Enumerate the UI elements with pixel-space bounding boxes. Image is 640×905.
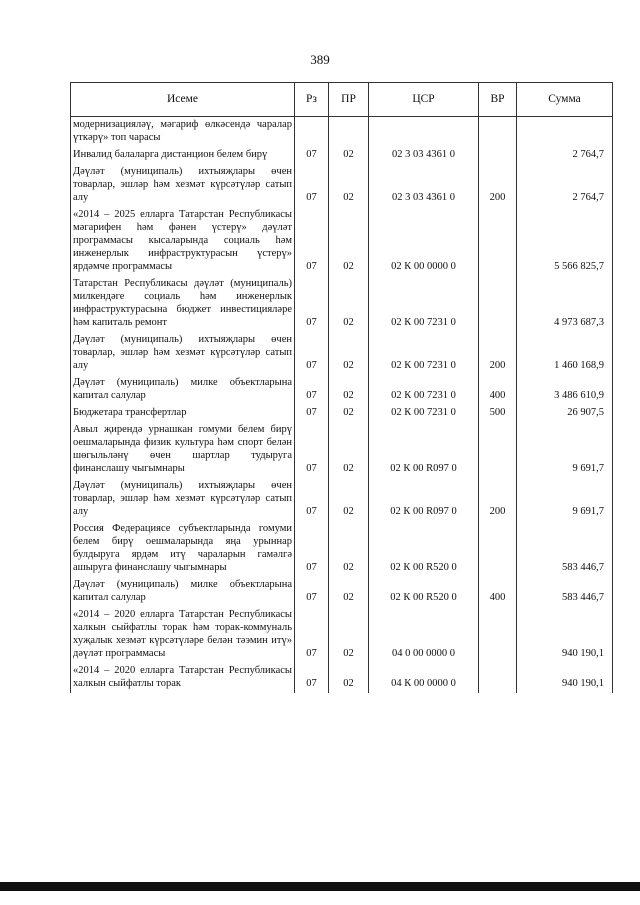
row-csr: 04 К 00 0000 0 <box>369 663 479 693</box>
row-vr <box>479 276 517 332</box>
budget-table <box>70 82 613 693</box>
row-vr <box>479 207 517 276</box>
row-vr <box>479 117 517 148</box>
row-csr: 02 К 00 R520 0 <box>369 577 479 607</box>
row-sum: 26 907,5 <box>517 405 613 422</box>
row-rz: 07 <box>295 405 329 422</box>
row-sum: 2 764,7 <box>517 164 613 207</box>
row-vr <box>479 663 517 693</box>
row-csr: 04 0 00 0000 0 <box>369 607 479 663</box>
row-rz <box>295 117 329 148</box>
row-pr: 02 <box>329 577 369 607</box>
row-vr: 400 <box>479 375 517 405</box>
row-csr: 02 3 03 4361 0 <box>369 164 479 207</box>
row-rz: 07 <box>295 521 329 577</box>
table-row <box>71 607 613 663</box>
row-name: Дәүләт (муниципаль) ихтыяҗлары өчен товарлар, эшләр һәм хезмәт күрсәтүләр сатып алу <box>71 332 295 375</box>
row-vr <box>479 521 517 577</box>
row-csr: 02 К 00 7231 0 <box>369 375 479 405</box>
row-csr: 02 К 00 0000 0 <box>369 207 479 276</box>
row-vr <box>479 607 517 663</box>
row-name: Дәүләт (муниципаль) ихтыяҗлары өчен товарлар, эшләр һәм хезмәт күрсәтүләр сатып алу <box>71 164 295 207</box>
row-vr: 400 <box>479 577 517 607</box>
row-csr <box>369 117 479 148</box>
table-row <box>71 276 613 332</box>
row-csr: 02 К 00 R097 0 <box>369 478 479 521</box>
row-name: Авыл җирендә урнашкан гомуми белем бирү оешмаларында физик культура һәм спорт белән шөгыльләнү өчен шартлар тудыруга финанслашу чыгымнары <box>71 422 295 478</box>
row-pr: 02 <box>329 276 369 332</box>
table-row <box>71 117 613 148</box>
row-rz: 07 <box>295 276 329 332</box>
table-row <box>71 663 613 693</box>
row-name: «2014 – 2020 елларга Татарстан Республикасы халкын сыйфатлы торак <box>71 663 295 693</box>
row-pr: 02 <box>329 207 369 276</box>
row-pr: 02 <box>329 663 369 693</box>
header-pr: ПР <box>329 83 369 117</box>
table-row <box>71 405 613 422</box>
row-pr: 02 <box>329 375 369 405</box>
row-rz: 07 <box>295 663 329 693</box>
row-name: Дәүләт (муниципаль) милке объектларына капитал салулар <box>71 577 295 607</box>
row-pr <box>329 117 369 148</box>
header-name: Исеме <box>71 83 295 117</box>
page-number: 389 <box>310 52 330 67</box>
row-pr: 02 <box>329 405 369 422</box>
row-pr: 02 <box>329 607 369 663</box>
table-row <box>71 375 613 405</box>
row-sum: 1 460 168,9 <box>517 332 613 375</box>
table-row <box>71 577 613 607</box>
row-name: Инвалид балаларга дистанцион белем бирү <box>71 147 295 164</box>
row-csr: 02 К 00 R520 0 <box>369 521 479 577</box>
row-sum: 4 973 687,3 <box>517 276 613 332</box>
row-rz: 07 <box>295 207 329 276</box>
table-header-row <box>71 83 613 117</box>
row-pr: 02 <box>329 147 369 164</box>
table-row <box>71 207 613 276</box>
table-row <box>71 147 613 164</box>
row-name: Дәүләт (муниципаль) ихтыяҗлары өчен товарлар, эшләр һәм хезмәт күрсәтүләр сатып алу <box>71 478 295 521</box>
row-rz: 07 <box>295 607 329 663</box>
row-vr: 200 <box>479 478 517 521</box>
row-name: Россия Федерациясе субъектларында гомуми белем бирү оешмаларында яңа урыннар булдыруга ярдәм итү чараларын гамәлгә ашыруга финанслашу чыгымнары <box>71 521 295 577</box>
table-row <box>71 332 613 375</box>
row-rz: 07 <box>295 147 329 164</box>
row-sum: 3 486 610,9 <box>517 375 613 405</box>
row-pr: 02 <box>329 164 369 207</box>
row-pr: 02 <box>329 422 369 478</box>
row-pr: 02 <box>329 332 369 375</box>
row-vr: 200 <box>479 164 517 207</box>
row-vr: 200 <box>479 332 517 375</box>
row-csr: 02 К 00 7231 0 <box>369 332 479 375</box>
row-name: Бюджетара трансфертлар <box>71 405 295 422</box>
row-pr: 02 <box>329 521 369 577</box>
row-rz: 07 <box>295 332 329 375</box>
row-sum: 9 691,7 <box>517 478 613 521</box>
row-sum: 940 190,1 <box>517 663 613 693</box>
header-vr: ВР <box>479 83 517 117</box>
row-csr: 02 К 00 R097 0 <box>369 422 479 478</box>
row-csr: 02 3 03 4361 0 <box>369 147 479 164</box>
row-rz: 07 <box>295 478 329 521</box>
header-csr: ЦСР <box>369 83 479 117</box>
row-name: модернизацияләү, мәгариф өлкәсендә чаралар үткәрү» топ чарасы <box>71 117 295 148</box>
row-name: «2014 – 2020 елларга Татарстан Республикасы халкын сыйфатлы торак һәм торак-коммуналь хуҗалык хезмәт күрсәтүләре белән тәэмин итү» дәүләт программасы <box>71 607 295 663</box>
row-name: Дәүләт (муниципаль) милке объектларына капитал салулар <box>71 375 295 405</box>
row-name: «2014 – 2025 елларга Татарстан Республикасы мәгарифен һәм фәнен үстерү» дәүләт программасы кысаларында социаль һәм инженерлык инфраструктурасын үстерү» ярдәмче программасы <box>71 207 295 276</box>
row-pr: 02 <box>329 478 369 521</box>
row-sum: 583 446,7 <box>517 521 613 577</box>
row-vr <box>479 422 517 478</box>
row-sum: 5 566 825,7 <box>517 207 613 276</box>
row-sum: 9 691,7 <box>517 422 613 478</box>
scan-bottom-edge <box>0 882 640 891</box>
row-sum: 583 446,7 <box>517 577 613 607</box>
row-sum <box>517 117 613 148</box>
row-sum: 940 190,1 <box>517 607 613 663</box>
row-rz: 07 <box>295 422 329 478</box>
table-row <box>71 478 613 521</box>
row-csr: 02 К 00 7231 0 <box>369 405 479 422</box>
row-vr <box>479 147 517 164</box>
row-csr: 02 К 00 7231 0 <box>369 276 479 332</box>
row-rz: 07 <box>295 577 329 607</box>
row-vr: 500 <box>479 405 517 422</box>
row-sum: 2 764,7 <box>517 147 613 164</box>
header-sum: Сумма <box>517 83 613 117</box>
table-row <box>71 422 613 478</box>
header-rz: Рз <box>295 83 329 117</box>
table-row <box>71 521 613 577</box>
row-rz: 07 <box>295 164 329 207</box>
row-rz: 07 <box>295 375 329 405</box>
table-row <box>71 164 613 207</box>
row-name: Татарстан Республикасы дәүләт (муниципаль) милкендәге социаль һәм инженерлык инфраструктурасына бюджет инвестицияләре һәм капиталь ремонт <box>71 276 295 332</box>
